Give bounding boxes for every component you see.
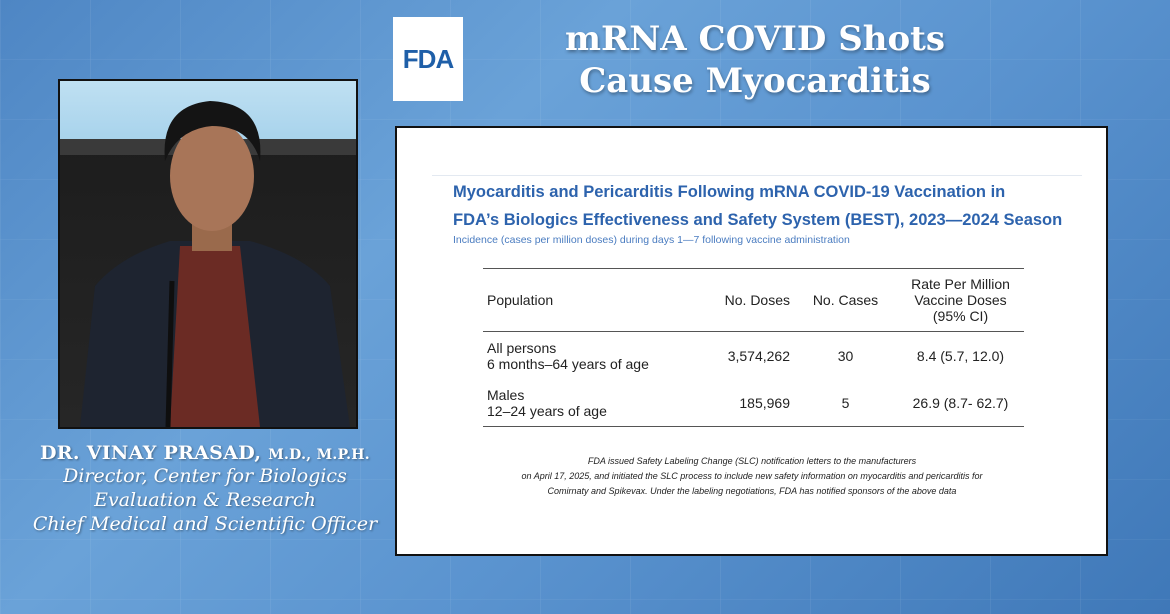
speaker-name: DR. VINAY PRASAD, [40,442,262,464]
speaker-credentials: M.D., M.P.H. [268,447,370,463]
population-line-2: 12–24 years of age [487,402,607,419]
fda-logo-text: FDA [402,43,454,74]
footnote-line-2: on April 17, 2025, and initiated the SLC process to include new safety information on myocarditis and pericarditis for [521,471,983,481]
header-rate [897,269,1024,332]
cell-cases: 5 [794,379,897,427]
header-doses: No. Doses [681,269,794,332]
presentation-slide [395,126,1108,556]
cell-rate: 26.9 (8.7- 62.7) [897,379,1024,427]
slide-subtitle: Incidence (cases per million doses) during days 1—7 following vaccine administration [453,234,850,246]
footnote-line-3: Comirnaty and Spikevax. Under the labeling negotiations, FDA has notified sponsors of the above data [547,486,957,496]
header-rate-line-2: Vaccine Doses [914,292,1007,308]
incidence-table [483,268,1024,427]
cell-population [483,379,681,427]
slide-footnote [437,454,1067,499]
speaker-video [58,79,358,429]
speaker-figure-illustration [60,81,356,427]
speaker-title-line-2: Evaluation & Research [94,489,316,511]
header-rate-line-3: (95% CI) [932,308,989,324]
headline-line-2: Cause Myocarditis [579,61,931,101]
population-line-1: Males [487,386,525,403]
footnote-line-1: FDA issued Safety Labeling Change (SLC) notification letters to the manufacturers [587,456,917,466]
table-row [483,379,1024,427]
cell-cases: 30 [837,347,854,364]
headline-line-1: mRNA COVID Shots [564,19,945,59]
speaker-title-line-3: Chief Medical and Scientific Officer [32,513,378,535]
fda-logo [393,17,463,101]
cell-doses: 185,969 [681,379,794,427]
header-rate-line-1: Rate Per Million [911,276,1010,292]
slide-title-line-1: Myocarditis and Pericarditis Following mRNA COVID-19 Vaccination in [453,183,1006,201]
speaker-name-line [20,442,390,464]
slide-title [453,178,1093,234]
cell-rate: 8.4 (5.7, 12.0) [916,347,1005,364]
table-row [483,332,1024,380]
speaker-caption [20,442,390,536]
cell-doses: 3,574,262 [727,347,790,364]
speaker-title-line-1: Director, Center for Biologics [63,465,347,487]
slide-title-line-2: FDA’s Biologics Effectiveness and Safety System (BEST), 2023—2024 Season [453,211,1063,229]
cell-population [483,332,681,380]
header-cases: No. Cases [794,269,897,332]
header-population: Population [483,269,681,332]
table-header-row [483,269,1024,332]
population-line-1: All persons [487,339,557,356]
population-line-2: 6 months–64 years of age [487,355,649,372]
slide-divider [432,175,1082,176]
headline [520,18,990,102]
